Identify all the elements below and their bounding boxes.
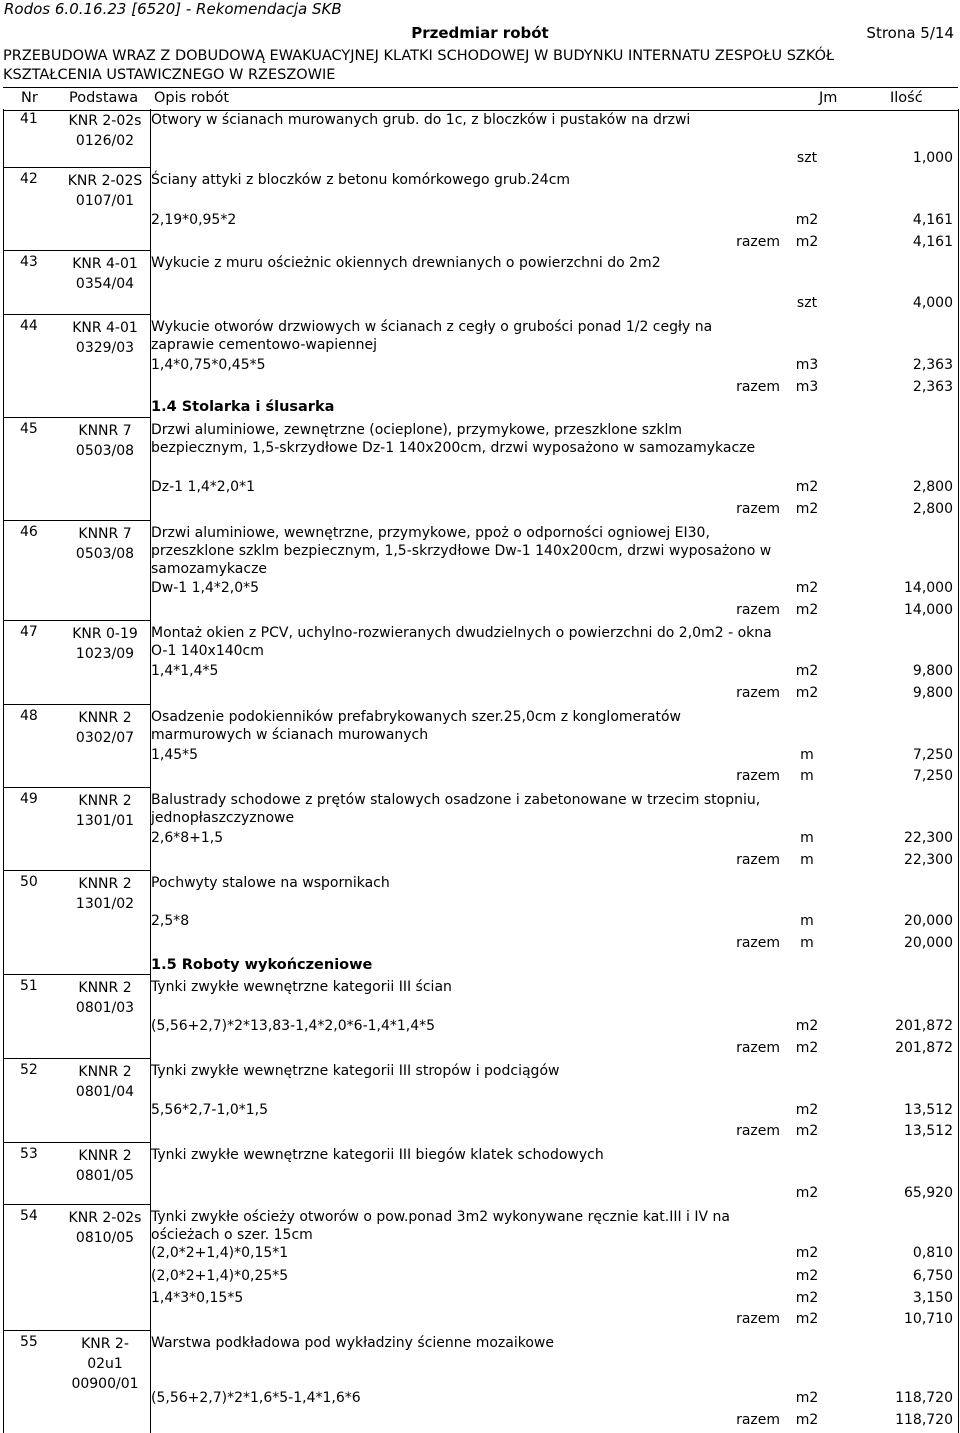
quantity-line [151, 1412, 955, 1432]
unit: m [800, 768, 814, 784]
column-opis: Opis robót [154, 90, 230, 106]
row-separator [3, 870, 150, 871]
quantity-expression: (2,0*2+1,4)*0,25*5 [151, 1268, 289, 1284]
quantity-expression: 1,4*0,75*0,45*5 [151, 357, 266, 373]
item-description: Tynki zwykłe wewnętrzne kategorii III biegów klatek schodowych [151, 1147, 604, 1163]
subtotal-label: razem [736, 602, 780, 618]
quantity-line [151, 212, 955, 232]
column-headers [3, 87, 958, 111]
item-basis: KNR 2-02u1 00900/01 [71, 1336, 139, 1392]
unit: m [800, 852, 814, 868]
quantity-expression: 1,4*1,4*5 [151, 663, 219, 679]
quantity-value: 118,720 [895, 1390, 953, 1406]
page-number: Strona 5/14 [866, 24, 954, 42]
column-podstawa: Podstawa [69, 90, 139, 106]
unit: szt [796, 295, 818, 311]
grid-line [958, 109, 959, 1433]
quantity-value: 14,000 [904, 602, 953, 618]
quantity-line [151, 295, 955, 315]
quantity-value: 0,810 [912, 1245, 953, 1261]
subtotal-label: razem [736, 234, 780, 250]
subtotal-label: razem [736, 1311, 780, 1327]
item-number: 43 [20, 254, 38, 270]
row-separator [3, 250, 150, 251]
unit: m2 [795, 1018, 819, 1034]
row-separator [3, 974, 150, 975]
quantity-value: 3,150 [912, 1290, 953, 1306]
quantity-line [151, 580, 955, 600]
quantity-line [151, 379, 955, 399]
quantity-value: 22,300 [904, 852, 953, 868]
unit: m2 [795, 1311, 819, 1327]
quantity-value: 7,250 [912, 747, 953, 763]
row-separator [3, 520, 150, 521]
unit: m2 [795, 212, 819, 228]
quantity-line [151, 663, 955, 683]
app-version: Rodos 6.0.16.23 [6520] - Rekomendacja SKB [4, 0, 342, 18]
unit: m [800, 913, 814, 929]
item-basis: KNR 4-01 0354/04 [72, 256, 138, 292]
item-number: 55 [20, 1334, 38, 1350]
quantity-line [151, 1245, 955, 1265]
project-title [3, 47, 958, 85]
item-number: 52 [20, 1062, 38, 1078]
subtotal-label: razem [736, 501, 780, 517]
item-basis: KNNR 2 1301/02 [75, 876, 135, 912]
subtotal-label: razem [736, 379, 780, 395]
document-title: Przedmiar robót [411, 24, 549, 42]
item-number: 41 [20, 111, 38, 127]
unit: szt [796, 150, 818, 166]
item-number: 46 [20, 524, 38, 540]
unit: m3 [795, 357, 819, 373]
quantity-value: 20,000 [904, 913, 953, 929]
quantity-line [151, 1390, 955, 1410]
unit: m2 [795, 1290, 819, 1306]
quantity-line [151, 1123, 955, 1143]
subtotal-label: razem [736, 852, 780, 868]
document-header [0, 0, 960, 22]
item-basis: KNNR 7 0503/08 [75, 526, 135, 562]
unit: m2 [795, 602, 819, 618]
quantity-line [151, 913, 955, 933]
quantity-line [151, 501, 955, 521]
unit: m2 [795, 1185, 819, 1201]
section-heading: 1.4 Stolarka i ślusarka [151, 399, 335, 415]
unit: m2 [795, 479, 819, 495]
quantity-value: 2,800 [912, 479, 953, 495]
unit: m2 [795, 1390, 819, 1406]
quantity-expression: (5,56+2,7)*2*13,83-1,4*2,0*6-1,4*1,4*5 [151, 1018, 436, 1034]
project-title-line-1: PRZEBUDOWA WRAZ Z DOBUDOWĄ EWAKUACYJNEJ KLATKI SCHODOWEJ W BUDYNKU INTERNATU ZESPOŁU SZKÓŁ [3, 48, 835, 64]
unit: m [800, 935, 814, 951]
row-separator [3, 417, 150, 418]
subtotal-label: razem [736, 935, 780, 951]
quantity-value: 4,161 [912, 234, 953, 250]
item-description: Tynki zwykłe wewnętrzne kategorii III stropów i podciągów [151, 1063, 560, 1079]
item-description: Tynki zwykłe wewnętrzne kategorii III ścian [151, 979, 452, 995]
subtotal-label: razem [736, 1412, 780, 1428]
row-separator [3, 1330, 150, 1331]
quantity-expression: Dw-1 1,4*2,0*5 [151, 580, 260, 596]
quantity-line [151, 357, 955, 377]
quantity-value: 7,250 [912, 768, 953, 784]
item-number: 44 [20, 318, 38, 334]
item-basis: KNR 2-02s 0126/02 [68, 113, 142, 149]
quantity-value: 9,800 [912, 663, 953, 679]
quantity-value: 1,000 [912, 150, 953, 166]
quantity-expression: 2,5*8 [151, 913, 190, 929]
item-basis: KNNR 2 1301/01 [75, 793, 135, 829]
quantity-line [151, 935, 955, 955]
row-separator [3, 167, 150, 168]
quantity-line [151, 685, 955, 705]
quantity-line [151, 852, 955, 872]
quantity-line [151, 747, 955, 767]
quantity-value: 2,800 [912, 501, 953, 517]
item-description: Tynki zwykłe ościeży otworów o pow.ponad 3m2 wykonywane ręcznie kat.III i IV na ościeżach o szer. 15cm [151, 1209, 731, 1243]
quantity-value: 4,161 [912, 212, 953, 228]
quantity-expression: 2,6*8+1,5 [151, 830, 224, 846]
item-description: Ściany attyki z bloczków z betonu komórkowego grub.24cm [151, 172, 571, 188]
item-basis: KNNR 7 0503/08 [75, 423, 135, 459]
item-description: Wykucie otworów drzwiowych w ścianach z cegły o grubości ponad 1/2 cegły na zaprawie cementowo-wapiennej [151, 319, 713, 353]
item-description: Balustrady schodowe z prętów stalowych osadzone i zabetonowane w trzecim stopniu, jednopłaszczyznowe [151, 792, 761, 826]
row-separator [3, 787, 150, 788]
quantity-line [151, 234, 955, 254]
subtotal-label: razem [736, 768, 780, 784]
quantity-value: 20,000 [904, 935, 953, 951]
item-number: 51 [20, 978, 38, 994]
item-number: 45 [20, 421, 38, 437]
subtotal-label: razem [736, 1040, 780, 1056]
item-description: Wykucie z muru ościeżnic okiennych drewnianych o powierzchni do 2m2 [151, 255, 661, 271]
row-separator [3, 1058, 150, 1059]
item-description: Osadzenie podokienników prefabrykowanych szer.25,0cm z konglomeratów marmurowych w ścianach murowanych [151, 709, 681, 743]
item-basis: KNNR 2 0801/03 [75, 980, 135, 1016]
quantity-expression: Dz-1 1,4*2,0*1 [151, 479, 255, 495]
quantity-line [151, 1311, 955, 1331]
project-title-line-2: KSZTAŁCENIA USTAWICZNEGO W RZESZOWIE [3, 67, 336, 83]
quantity-value: 65,920 [904, 1185, 953, 1201]
item-number: 53 [20, 1146, 38, 1162]
section-heading: 1.5 Roboty wykończeniowe [151, 957, 373, 973]
quantity-expression: (5,56+2,7)*2*1,6*5-1,4*1,6*6 [151, 1390, 361, 1406]
unit: m2 [795, 1268, 819, 1284]
item-number: 50 [20, 874, 38, 890]
quantity-line [151, 1185, 955, 1205]
quantity-value: 14,000 [904, 580, 953, 596]
quantity-line [151, 1290, 955, 1310]
unit: m [800, 830, 814, 846]
quantity-value: 4,000 [912, 295, 953, 311]
unit: m2 [795, 1040, 819, 1056]
quantity-value: 6,750 [912, 1268, 953, 1284]
column-jm: Jm [819, 90, 838, 106]
unit: m2 [795, 501, 819, 517]
quantity-line [151, 479, 955, 499]
item-basis: KNR 4-01 0329/03 [72, 320, 138, 356]
unit: m2 [795, 234, 819, 250]
item-basis: KNR 2-02S 0107/01 [67, 173, 143, 209]
quantity-line [151, 1268, 955, 1288]
item-basis: KNNR 2 0302/07 [75, 710, 135, 746]
item-number: 48 [20, 708, 38, 724]
item-description: Montaż okien z PCV, uchylno-rozwieranych dwudzielnych o powierzchni do 2,0m2 - okna O-1 140x140cm [151, 625, 772, 659]
unit: m [800, 747, 814, 763]
quantity-line [151, 1102, 955, 1122]
item-basis: KNR 2-02s 0810/05 [68, 1210, 142, 1246]
quantity-value: 201,872 [895, 1018, 953, 1034]
row-separator [3, 704, 150, 705]
unit: m2 [795, 1123, 819, 1139]
item-description: Drzwi aluminiowe, zewnętrzne (ocieplone), przymykowe, przeszklone szklm bezpiecznym, 1,5-skrzydłowe Dz-1 140x200cm, drzwi wyposażono w samozamykacze [151, 422, 756, 456]
item-number: 54 [20, 1208, 38, 1224]
quantity-expression: 2,19*0,95*2 [151, 212, 237, 228]
quantity-expression: 5,56*2,7-1,0*1,5 [151, 1102, 269, 1118]
column-ilosc: Ilość [890, 90, 923, 106]
unit: m2 [795, 580, 819, 596]
unit: m2 [795, 1102, 819, 1118]
column-nr: Nr [21, 90, 38, 106]
unit: m2 [795, 685, 819, 701]
item-description: Drzwi aluminiowe, wewnętrzne, przymykowe, ppoż o odporności ogniowej EI30, przeszklone szklm bezpiecznym, 1,5-skrzydłowe Dw-1 140x200cm, drzwi wyposażono w samozamykacze [151, 525, 772, 577]
item-description: Warstwa podkładowa pod wykładziny ścienne mozaikowe [151, 1335, 554, 1351]
row-separator [3, 620, 150, 621]
quantity-value: 13,512 [904, 1102, 953, 1118]
subtotal-label: razem [736, 685, 780, 701]
quantity-value: 2,363 [912, 357, 953, 373]
item-number: 42 [20, 171, 38, 187]
quantity-value: 2,363 [912, 379, 953, 395]
quantity-line [151, 150, 955, 170]
quantity-expression: 1,45*5 [151, 747, 199, 763]
row-separator [3, 314, 150, 315]
row-separator [3, 1204, 150, 1205]
unit: m2 [795, 663, 819, 679]
quantity-line [151, 602, 955, 622]
quantity-value: 201,872 [895, 1040, 953, 1056]
item-basis: KNNR 2 0801/05 [75, 1148, 135, 1184]
item-description: Pochwyty stalowe na wspornikach [151, 875, 390, 891]
quantity-value: 118,720 [895, 1412, 953, 1428]
subtotal-label: razem [736, 1123, 780, 1139]
quantity-value: 10,710 [904, 1311, 953, 1327]
item-basis: KNNR 2 0801/04 [75, 1064, 135, 1100]
grid-line [3, 109, 4, 1433]
quantity-expression: 1,4*3*0,15*5 [151, 1290, 244, 1306]
item-number: 49 [20, 791, 38, 807]
unit: m3 [795, 379, 819, 395]
quantity-expression: (2,0*2+1,4)*0,15*1 [151, 1245, 289, 1261]
unit: m2 [795, 1412, 819, 1428]
item-description: Otwory w ścianach murowanych grub. do 1c, z bloczków i pustaków na drzwi [151, 112, 691, 128]
quantity-value: 22,300 [904, 830, 953, 846]
quantity-line [151, 1018, 955, 1038]
quantity-line [151, 830, 955, 850]
quantity-line [151, 1040, 955, 1060]
quantity-line [151, 768, 955, 788]
unit: m2 [795, 1245, 819, 1261]
row-separator [3, 1142, 150, 1143]
item-basis: KNR 0-19 1023/09 [72, 626, 138, 662]
quantity-value: 13,512 [904, 1123, 953, 1139]
quantity-value: 9,800 [912, 685, 953, 701]
item-number: 47 [20, 624, 38, 640]
